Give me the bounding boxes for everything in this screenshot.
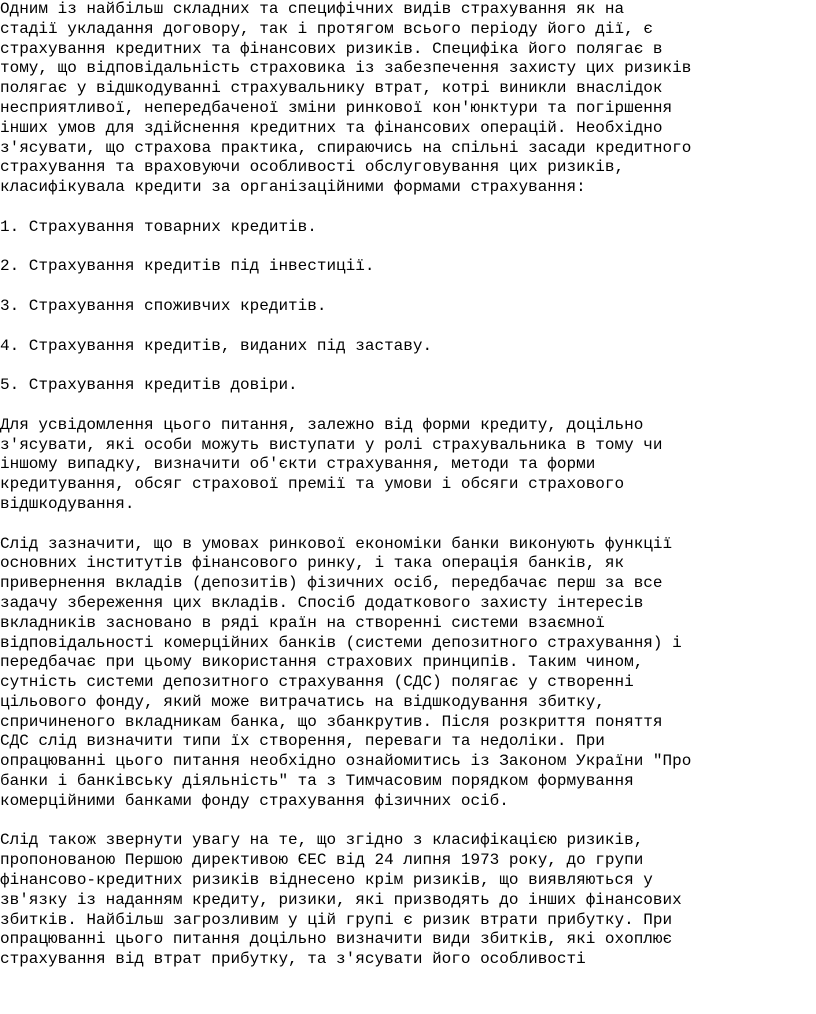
blank-line <box>0 515 816 535</box>
text-line: комерційними банками фонду страхування фізичних осіб. <box>0 791 509 810</box>
text-line: сутність системи депозитного страхування (СДС) полягає у створенні <box>0 673 634 692</box>
text-line: спричиненого вкладникам банка, що збанкрутив. Після розкриття поняття <box>0 712 663 731</box>
text-line: інших умов для здійснення кредитних та фінансових операцій. Необхідно <box>0 118 663 137</box>
blank-line <box>0 317 816 337</box>
text-line: цільового фонду, який може витрачатись на відшкодування збитку, <box>0 692 605 711</box>
text-line: з'ясувати, що страхова практика, спираючись на спільні засади кредитного <box>0 138 692 157</box>
text-line: передбачає при цьому використання страхових принципів. Таким чином, <box>0 653 644 672</box>
list-item-4: 4. Страхування кредитів, виданих під заставу. <box>0 336 433 355</box>
text-line: банки і банківську діяльність" та з Тимчасовим порядком формування <box>0 772 634 791</box>
paragraph-deposit-insurance <box>0 535 816 812</box>
list-item-2: 2. Страхування кредитів під інвестиції. <box>0 257 375 276</box>
text-line: фінансово-кредитних ризиків віднесено крім ризиків, що виявляються у <box>0 871 653 890</box>
paragraph-intro <box>0 0 816 198</box>
list-item-3: 3. Страхування споживчих кредитів. <box>0 296 327 315</box>
text-line: несприятливої, непередбаченої зміни ринкової кон'юнктури та погіршення <box>0 98 673 117</box>
text-line: страхування кредитних та фінансових ризиків. Специфіка його полягає в <box>0 39 663 58</box>
blank-line <box>0 812 816 832</box>
text-line: відповідальності комерційних банків (системи депозитного страхування) і <box>0 633 682 652</box>
text-line: задачу збереження цих вкладів. Спосіб додаткового захисту інтересів <box>0 593 644 612</box>
text-line: зв'язку із наданням кредиту, ризики, які призводять до інших фінансових <box>0 890 682 909</box>
text-line: з'ясувати, які особи можуть виступати у ролі страхувальника в тому чи <box>0 435 663 454</box>
text-line: страхування та враховуючи особливості обслуговування цих ризиків, <box>0 158 625 177</box>
list-item-5: 5. Страхування кредитів довіри. <box>0 376 298 395</box>
paragraph-policyholder <box>0 416 816 515</box>
blank-line <box>0 277 816 297</box>
text-line: опрацюванні цього питання доцільно визначити види збитків, які охоплює <box>0 930 673 949</box>
text-line: пропонованою Першою директивою ЄЕС від 24 липня 1973 року, до групи <box>0 851 644 870</box>
text-line: збитків. Найбільш загрозливим у цій групі є ризик втрати прибутку. При <box>0 910 673 929</box>
text-line: іншому випадку, визначити об'єкти страхування, методи та форми <box>0 455 596 474</box>
text-line: Слід також звернути увагу на те, що згідно з класифікацією ризиків, <box>0 831 644 850</box>
list-item-1: 1. Страхування товарних кредитів. <box>0 217 317 236</box>
text-line: Для усвідомлення цього питання, залежно від форми кредиту, доцільно <box>0 415 644 434</box>
text-line: класифікувала кредити за організаційними формами страхування: <box>0 178 586 197</box>
text-line: привернення вкладів (депозитів) фізичних осіб, передбачає перш за все <box>0 574 663 593</box>
blank-line <box>0 356 816 376</box>
text-line: СДС слід визначити типи їх створення, переваги та недоліки. При <box>0 732 605 751</box>
blank-line <box>0 238 816 258</box>
text-line: Слід зазначити, що в умовах ринкової економіки банки виконують функції <box>0 534 673 553</box>
text-line: відшкодування. <box>0 494 135 513</box>
blank-line <box>0 396 816 416</box>
text-line: страхування від втрат прибутку, та з'ясувати його особливості <box>0 950 586 969</box>
text-line: стадії укладання договору, так і протягом всього періоду його дії, є <box>0 19 653 38</box>
text-line: кредитування, обсяг страхової премії та умови і обсяги страхового <box>0 475 625 494</box>
blank-line <box>0 198 816 218</box>
paragraph-financial-risks <box>0 831 816 970</box>
text-line: опрацюванні цього питання необхідно ознайомитись із Законом України "Про <box>0 752 692 771</box>
text-line: вкладників засновано в ряді країн на створенні системи взаємної <box>0 613 605 632</box>
text-line: основних інститутів фінансового ринку, і така операція банків, як <box>0 554 625 573</box>
text-line: Одним із найбільш складних та специфічних видів страхування як на <box>0 0 625 18</box>
text-line: полягає у відшкодуванні страхувальнику втрат, котрі виникли внаслідок <box>0 79 663 98</box>
text-line: тому, що відповідальність страховика із забезпечення захисту цих ризиків <box>0 59 692 78</box>
